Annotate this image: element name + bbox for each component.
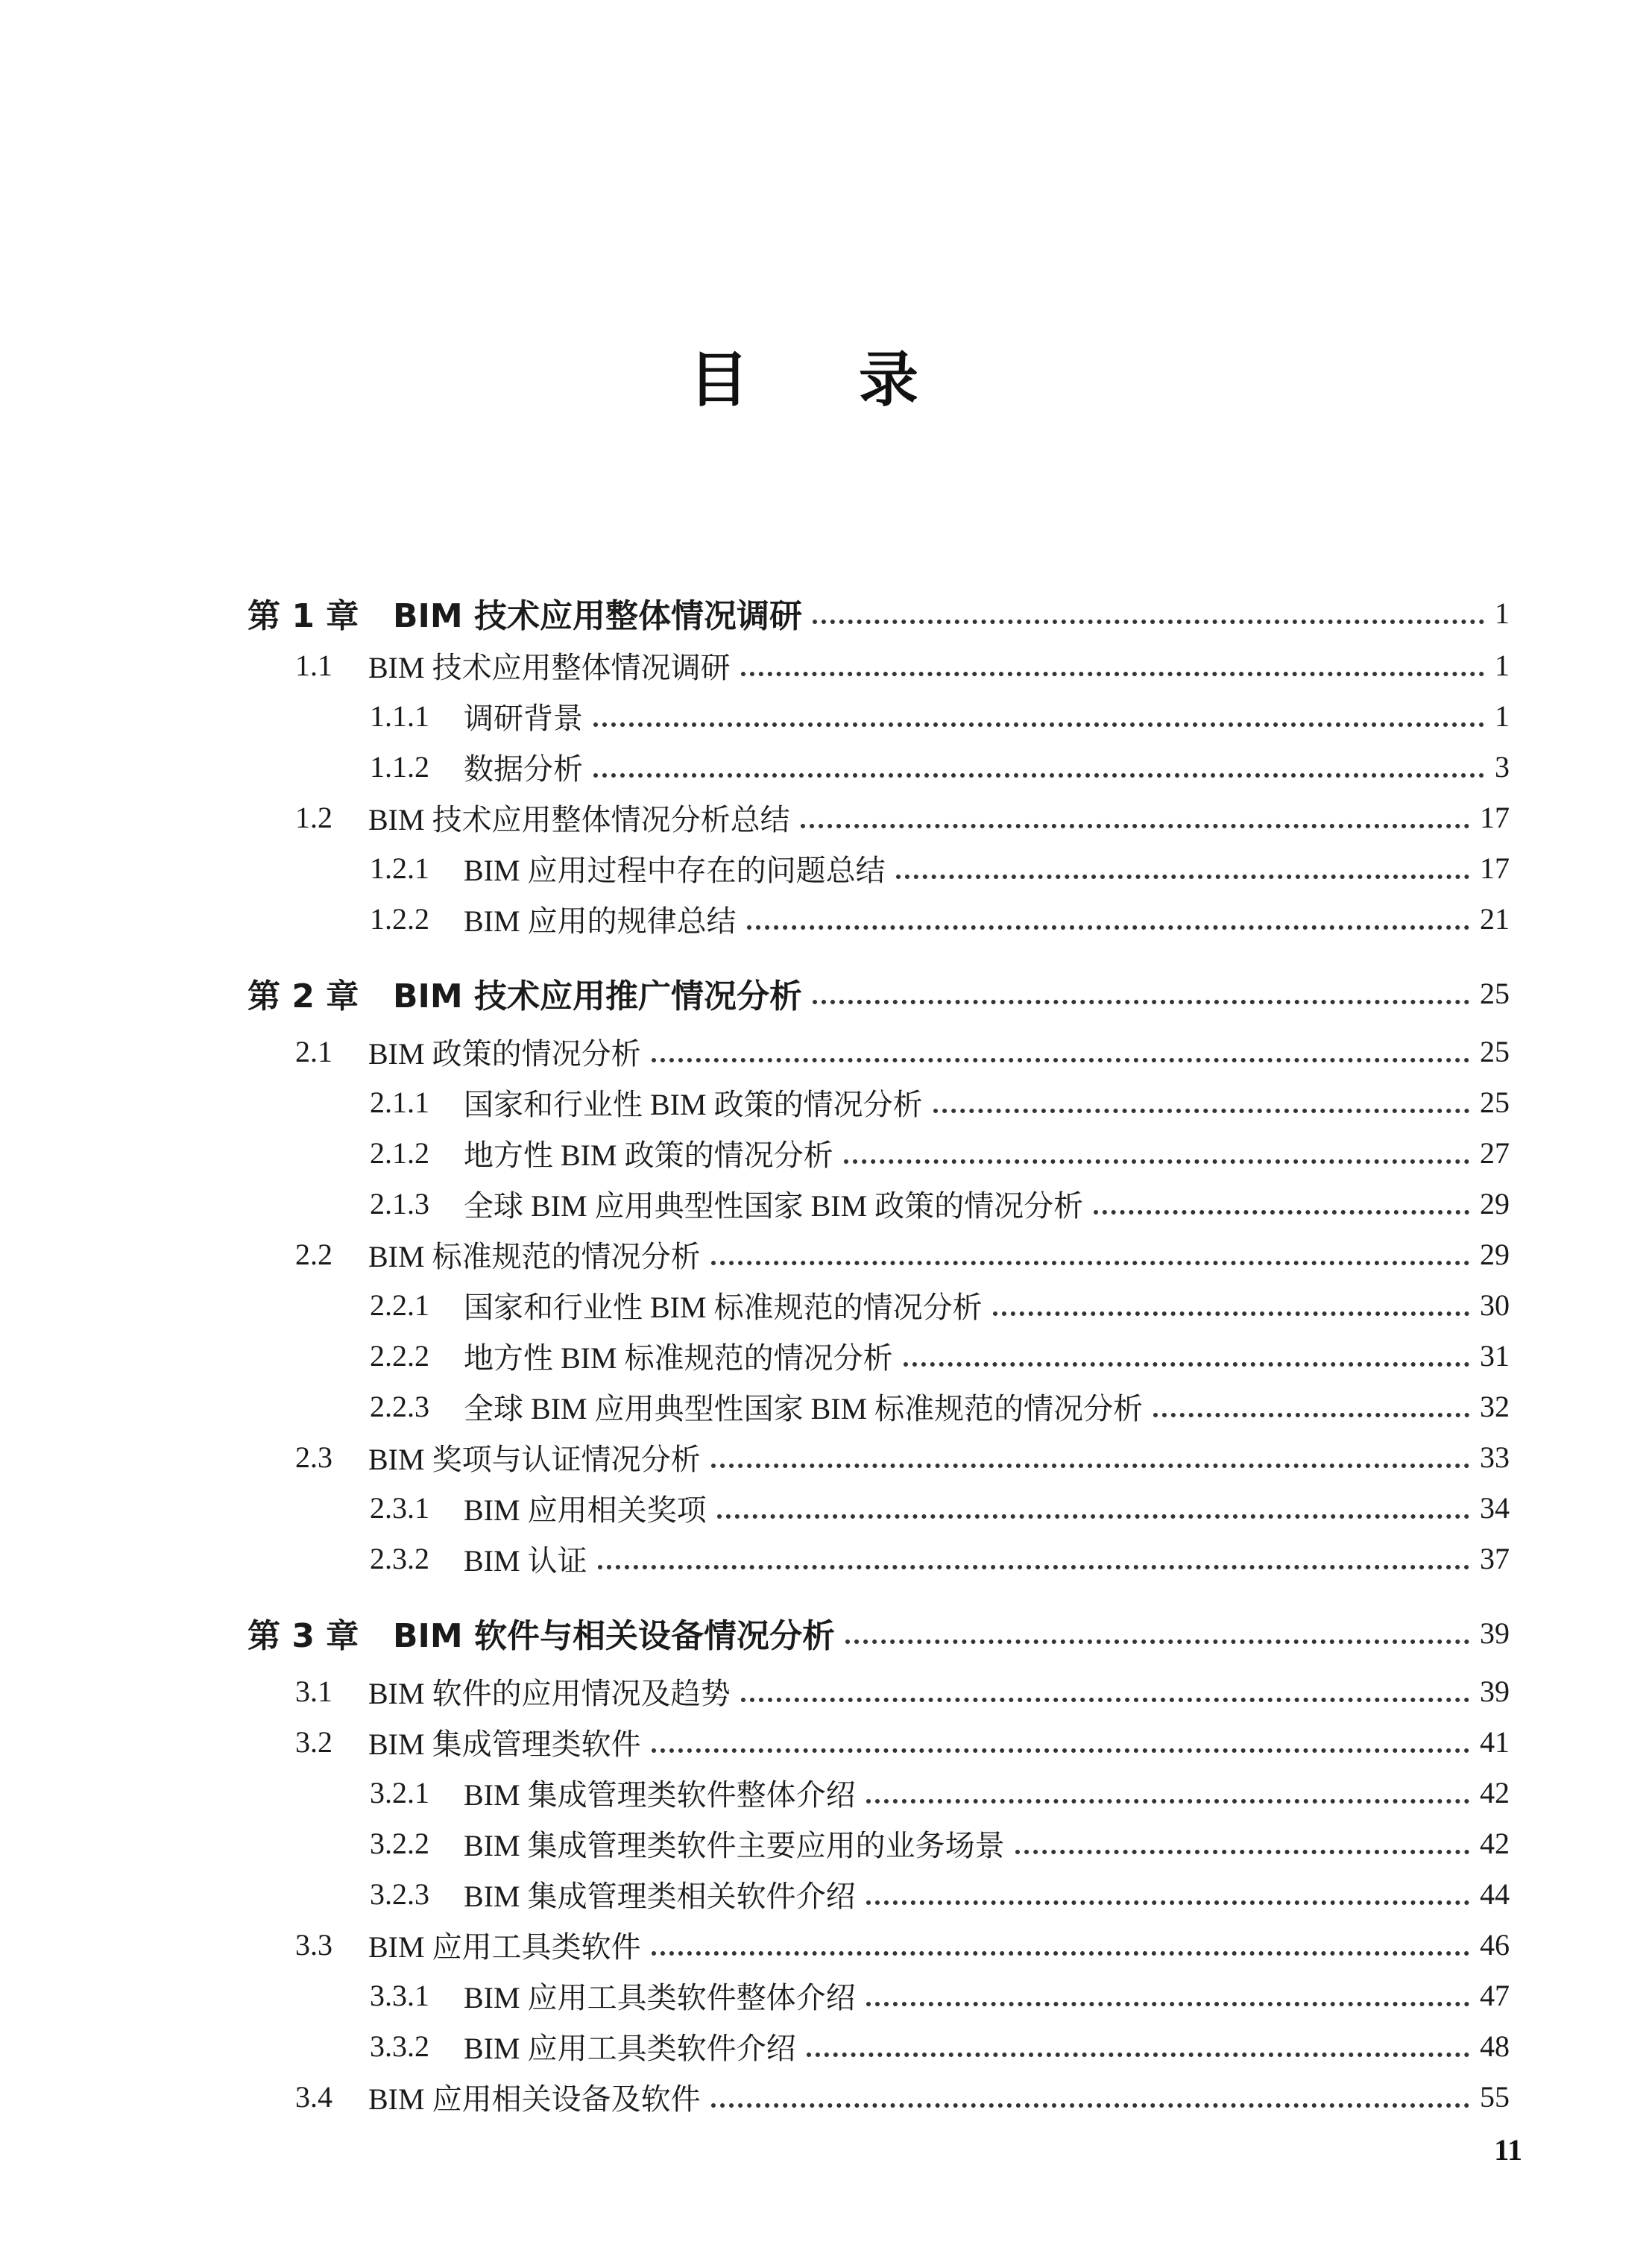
toc-title: BIM 技术应用整体情况分析总结 xyxy=(368,802,790,837)
toc-number: 1.1.1 xyxy=(370,699,429,733)
toc-leader-dots xyxy=(717,1514,1469,1519)
toc-page-number: 42 xyxy=(1480,1826,1510,1860)
toc-subsection xyxy=(370,844,1510,892)
toc-section xyxy=(295,1667,1510,1715)
toc-number: 1.2.1 xyxy=(370,851,429,885)
toc-page-number: 32 xyxy=(1480,1389,1510,1423)
toc-subsection xyxy=(370,2022,1510,2070)
toc-title: BIM 软件的应用情况及趋势 xyxy=(368,1676,731,1710)
toc-number: 3.2 xyxy=(295,1724,332,1759)
toc-chapter xyxy=(248,589,1510,637)
toc-page-number: 17 xyxy=(1480,800,1510,834)
toc-number: 2.2.2 xyxy=(370,1338,429,1373)
toc-page-number: 17 xyxy=(1480,851,1510,885)
toc-leader-dots xyxy=(652,1058,1469,1062)
toc-chapter xyxy=(248,969,1510,1017)
toc-title: 全球 BIM 应用典型性国家 BIM 标准规范的情况分析 xyxy=(464,1391,1144,1426)
toc-section xyxy=(295,1027,1510,1075)
toc-number: 3.3 xyxy=(295,1927,332,1962)
toc-title: 国家和行业性 BIM 政策的情况分析 xyxy=(464,1087,923,1121)
toc-leader-dots xyxy=(807,2053,1469,2057)
toc-subsection xyxy=(370,1484,1510,1531)
toc-section xyxy=(295,1921,1510,1968)
toc-subsection xyxy=(370,1534,1510,1582)
toc-number: 3.3.1 xyxy=(370,1978,429,2012)
toc-leader-dots xyxy=(741,1698,1469,1702)
toc-page-number: 25 xyxy=(1480,976,1510,1010)
toc-leader-dots xyxy=(711,1464,1469,1468)
toc-number: 1.1.2 xyxy=(370,749,429,784)
toc-leader-dots xyxy=(813,620,1484,624)
toc-title: BIM 应用相关奖项 xyxy=(464,1493,707,1527)
toc-title: BIM 认证 xyxy=(464,1543,587,1578)
toc-number: 2.1.2 xyxy=(370,1135,429,1170)
toc-leader-dots xyxy=(711,1261,1469,1265)
toc-leader-dots xyxy=(1015,1850,1469,1854)
toc-title: BIM 技术应用推广情况分析 xyxy=(393,977,803,1015)
toc-subsection xyxy=(370,1281,1510,1329)
toc-subsection xyxy=(370,692,1510,740)
toc-subsection xyxy=(370,1971,1510,2019)
toc-number: 2.1 xyxy=(295,1034,332,1068)
toc-page-number: 25 xyxy=(1480,1034,1510,1068)
toc-page-number: 37 xyxy=(1480,1541,1510,1575)
toc-number: 第 3 章 xyxy=(248,1617,359,1655)
toc-page-number: 25 xyxy=(1480,1085,1510,1119)
toc-leader-dots xyxy=(801,824,1469,828)
toc-number: 1.2.2 xyxy=(370,901,429,936)
toc-leader-dots xyxy=(1153,1413,1469,1417)
toc-subsection xyxy=(370,743,1510,790)
toc-section xyxy=(295,2073,1510,2120)
toc-page-number: 34 xyxy=(1480,1490,1510,1525)
page-title: 目 录 xyxy=(689,345,963,415)
toc-subsection xyxy=(370,1819,1510,1867)
toc-page-number: 47 xyxy=(1480,1978,1510,2012)
toc-title: BIM 应用工具类软件介绍 xyxy=(464,2031,796,2065)
toc-title: BIM 集成管理类相关软件介绍 xyxy=(464,1879,856,1913)
toc-number: 2.1.1 xyxy=(370,1085,429,1119)
toc-title: BIM 奖项与认证情况分析 xyxy=(368,1442,701,1476)
toc-number: 3.2.3 xyxy=(370,1877,429,1911)
toc-page-number: 55 xyxy=(1480,2079,1510,2114)
toc-leader-dots xyxy=(747,925,1469,930)
toc-page-number: 42 xyxy=(1480,1775,1510,1809)
toc-title: 国家和行业性 BIM 标准规范的情况分析 xyxy=(464,1290,983,1324)
toc-section xyxy=(295,641,1510,689)
toc-page-number: 39 xyxy=(1480,1616,1510,1650)
toc-number: 2.3.1 xyxy=(370,1490,429,1525)
toc-leader-dots xyxy=(993,1311,1469,1316)
toc-title: BIM 应用的规律总结 xyxy=(464,904,737,938)
toc-title: BIM 政策的情况分析 xyxy=(368,1036,641,1071)
toc-title: BIM 应用工具类软件整体介绍 xyxy=(464,1980,856,2015)
toc-leader-dots xyxy=(652,1951,1469,1956)
toc-title: 地方性 BIM 政策的情况分析 xyxy=(464,1138,833,1172)
toc-title: BIM 集成管理类软件整体介绍 xyxy=(464,1777,856,1812)
toc-leader-dots xyxy=(866,1799,1469,1804)
toc-leader-dots xyxy=(844,1159,1469,1164)
toc-leader-dots xyxy=(598,1565,1469,1569)
toc-title: BIM 技术应用整体情况调研 xyxy=(393,597,803,635)
toc-leader-dots xyxy=(593,722,1484,727)
toc-title: BIM 应用相关设备及软件 xyxy=(368,2082,701,2116)
toc-title: BIM 应用过程中存在的问题总结 xyxy=(464,853,886,887)
toc-page-number: 29 xyxy=(1480,1237,1510,1271)
toc-leader-dots xyxy=(933,1109,1469,1113)
toc-number: 2.3.2 xyxy=(370,1541,429,1575)
toc-section xyxy=(295,1718,1510,1765)
toc-page-number: 48 xyxy=(1480,2029,1510,2063)
toc-leader-dots xyxy=(866,1900,1469,1905)
toc-number: 2.3 xyxy=(295,1440,332,1474)
toc-title: 数据分析 xyxy=(464,752,583,786)
toc-page-number: 33 xyxy=(1480,1440,1510,1474)
toc-chapter xyxy=(248,1609,1510,1657)
toc-page-number: 29 xyxy=(1480,1186,1510,1220)
toc-page-number: 1 xyxy=(1495,648,1510,682)
toc-page-number: 44 xyxy=(1480,1877,1510,1911)
toc-page-number: 27 xyxy=(1480,1135,1510,1170)
toc-number: 第 2 章 xyxy=(248,977,359,1015)
toc-page-number: 39 xyxy=(1480,1674,1510,1708)
toc-subsection xyxy=(370,1768,1510,1816)
page-number: 11 xyxy=(1494,2133,1522,2167)
toc-page-number: 30 xyxy=(1480,1288,1510,1322)
toc-title: BIM 集成管理类软件 xyxy=(368,1727,641,1761)
toc-subsection xyxy=(370,1129,1510,1176)
toc-page-number: 41 xyxy=(1480,1724,1510,1759)
toc-subsection xyxy=(370,1179,1510,1227)
toc-subsection xyxy=(370,1870,1510,1918)
toc-title: BIM 软件与相关设备情况分析 xyxy=(393,1617,836,1655)
toc-leader-dots xyxy=(711,2103,1469,2108)
toc-subsection xyxy=(370,1078,1510,1126)
toc-number: 2.2.1 xyxy=(370,1288,429,1322)
toc-title: BIM 集成管理类软件主要应用的业务场景 xyxy=(464,1828,1005,1862)
toc-page-number: 31 xyxy=(1480,1338,1510,1373)
toc-page-number: 1 xyxy=(1495,699,1510,733)
toc-leader-dots xyxy=(813,1000,1469,1004)
toc-number: 1.2 xyxy=(295,800,332,834)
toc-leader-dots xyxy=(1094,1210,1469,1215)
toc-subsection xyxy=(370,1382,1510,1430)
toc-section xyxy=(295,1230,1510,1278)
toc-number: 第 1 章 xyxy=(248,597,359,635)
toc-page-number: 1 xyxy=(1495,596,1510,630)
toc-page-number: 46 xyxy=(1480,1927,1510,1962)
toc-number: 3.2.2 xyxy=(370,1826,429,1860)
toc-subsection xyxy=(370,895,1510,942)
toc-number: 3.3.2 xyxy=(370,2029,429,2063)
toc-title: 调研背景 xyxy=(464,701,583,735)
toc-title: 地方性 BIM 标准规范的情况分析 xyxy=(464,1341,893,1375)
toc-leader-dots xyxy=(845,1639,1469,1644)
toc-title: BIM 技术应用整体情况调研 xyxy=(368,650,731,684)
toc-page-number: 3 xyxy=(1495,749,1510,784)
toc-subsection xyxy=(370,1332,1510,1379)
toc-number: 3.1 xyxy=(295,1674,332,1708)
toc-section xyxy=(295,1433,1510,1481)
toc-title: BIM 应用工具类软件 xyxy=(368,1930,641,1964)
toc-leader-dots xyxy=(866,2002,1469,2006)
toc-leader-dots xyxy=(896,875,1469,879)
toc-number: 1.1 xyxy=(295,648,332,682)
toc-leader-dots xyxy=(593,773,1484,778)
toc-number: 2.1.3 xyxy=(370,1186,429,1220)
toc-title: BIM 标准规范的情况分析 xyxy=(368,1239,701,1273)
toc-leader-dots xyxy=(652,1748,1469,1753)
toc-number: 2.2 xyxy=(295,1237,332,1271)
toc-title: 全球 BIM 应用典型性国家 BIM 政策的情况分析 xyxy=(464,1188,1084,1223)
toc-leader-dots xyxy=(904,1362,1469,1367)
toc-leader-dots xyxy=(741,672,1484,676)
toc-page-number: 21 xyxy=(1480,901,1510,936)
toc-number: 3.4 xyxy=(295,2079,332,2114)
toc-section xyxy=(295,793,1510,841)
toc-number: 3.2.1 xyxy=(370,1775,429,1809)
toc-number: 2.2.3 xyxy=(370,1389,429,1423)
